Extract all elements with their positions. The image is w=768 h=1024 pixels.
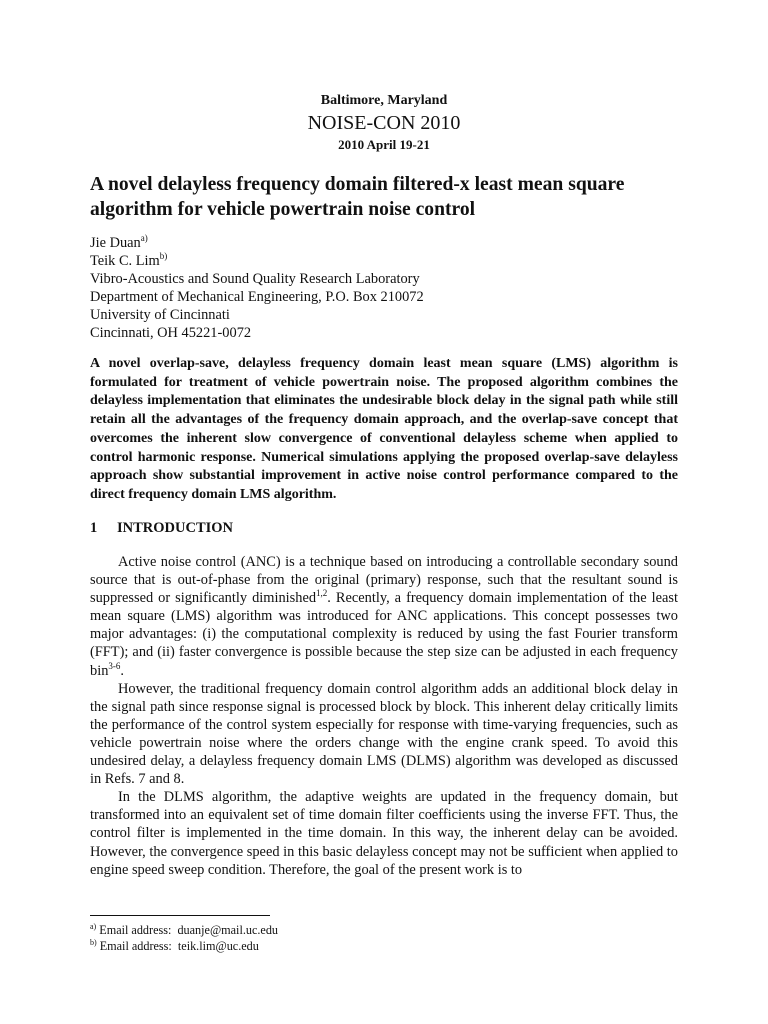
footnote-mark: b) [90, 938, 97, 947]
affiliation-line: University of Cincinnati [90, 307, 230, 323]
citation-ref: 1,2 [316, 588, 328, 599]
body-text [90, 553, 678, 879]
section-number: 1 [90, 520, 98, 536]
affiliation-line: Department of Mechanical Engineering, P.O. Box 210072 [90, 289, 424, 305]
abstract: A novel overlap-save, delayless frequency domain least mean square (LMS) algorithm is formulated for treatment of vehicle powertrain noise. The proposed algorithm combines the delayless implementation that eliminates the undesirable block delay in the signal path while still retain all the advantages of the frequency domain approach, and the overlap-save concept that overcomes the inherent slow convergence of conventional delayless scheme when applied to control harmonic response. Numerical simulations applying the proposed overlap-save delayless approach show substantial improvement in active noise control performance compared to the direct frequency domain LMS algorithm. [90, 356, 678, 502]
author-name: Jie Duan [90, 235, 141, 251]
citation-ref: 3-6 [108, 660, 121, 671]
footnote-mark: a) [90, 922, 97, 931]
section-title: INTRODUCTION [117, 520, 234, 536]
footnote-email: teik.lim@uc.edu [177, 939, 259, 953]
footnote-label: Email address: [99, 923, 172, 937]
footnote-label: Email address: [99, 939, 172, 953]
author-2 [90, 252, 690, 270]
author-1 [90, 234, 690, 252]
paragraph-text: Active noise control (ANC) is a technique based on introducing a controllable secondary sound source that is out-of-phase from the original (primary) response, such that the resultant sound is suppressed or significantly diminished [90, 554, 678, 607]
footnote [90, 938, 678, 954]
author-block [90, 234, 690, 342]
paragraph-text: . [120, 662, 124, 679]
footnote-email: duanje@mail.uc.edu [177, 923, 279, 937]
conference-location: Baltimore, Maryland [320, 93, 448, 108]
conference-date: 2010 April 19-21 [338, 137, 430, 152]
paragraph [90, 553, 678, 680]
conference-header [0, 92, 768, 154]
author-footnote-mark: b) [159, 251, 168, 261]
author-footnote-mark: a) [140, 233, 148, 243]
paragraph-text: . Recently, a frequency domain implementation of the least mean square (LMS) algorithm was introduced for ANC applications. This concept possesses two major advantages: (i) the computational complexity is reduced by using the fast Fourier transform (FFT); and (ii) faster convergence is possible because the step size can be adjusted in each frequency bin [90, 590, 679, 679]
conference-name: NOISE-CON 2010 [307, 112, 461, 134]
footnote [90, 922, 678, 938]
affiliation-line: Cincinnati, OH 45221-0072 [90, 325, 252, 341]
paragraph: However, the traditional frequency domain control algorithm adds an additional block delay in the signal path since response signal is processed block by block. This inherent delay critically limits the performance of the control system especially for response with time-varying frequencies, such as vehicle powertrain noise where the orders change with the engine crank speed. To avoid this undesired delay, a delayless frequency domain LMS (DLMS) algorithm was developed as discussed in Refs. 7 and 8. [90, 680, 678, 788]
affiliation-line: Vibro-Acoustics and Sound Quality Research Laboratory [90, 271, 420, 287]
paper-title: A novel delayless frequency domain filtered-x least mean square algorithm for vehicle powertrain noise control [90, 174, 625, 220]
paragraph: In the DLMS algorithm, the adaptive weights are updated in the frequency domain, but transformed into an equivalent set of time domain filter coefficients using the inverse FFT. Thus, the control filter is implemented in the time domain. In this way, the inherent delay can be avoided. However, the convergence speed in this basic delayless concept may not be sufficient when applied to engine speed sweep condition. Therefore, the goal of the present work is to [90, 789, 678, 878]
section-heading [90, 519, 233, 537]
author-name: Teik C. Lim [90, 253, 160, 269]
footnote-divider [90, 915, 270, 916]
footnotes [90, 922, 678, 954]
